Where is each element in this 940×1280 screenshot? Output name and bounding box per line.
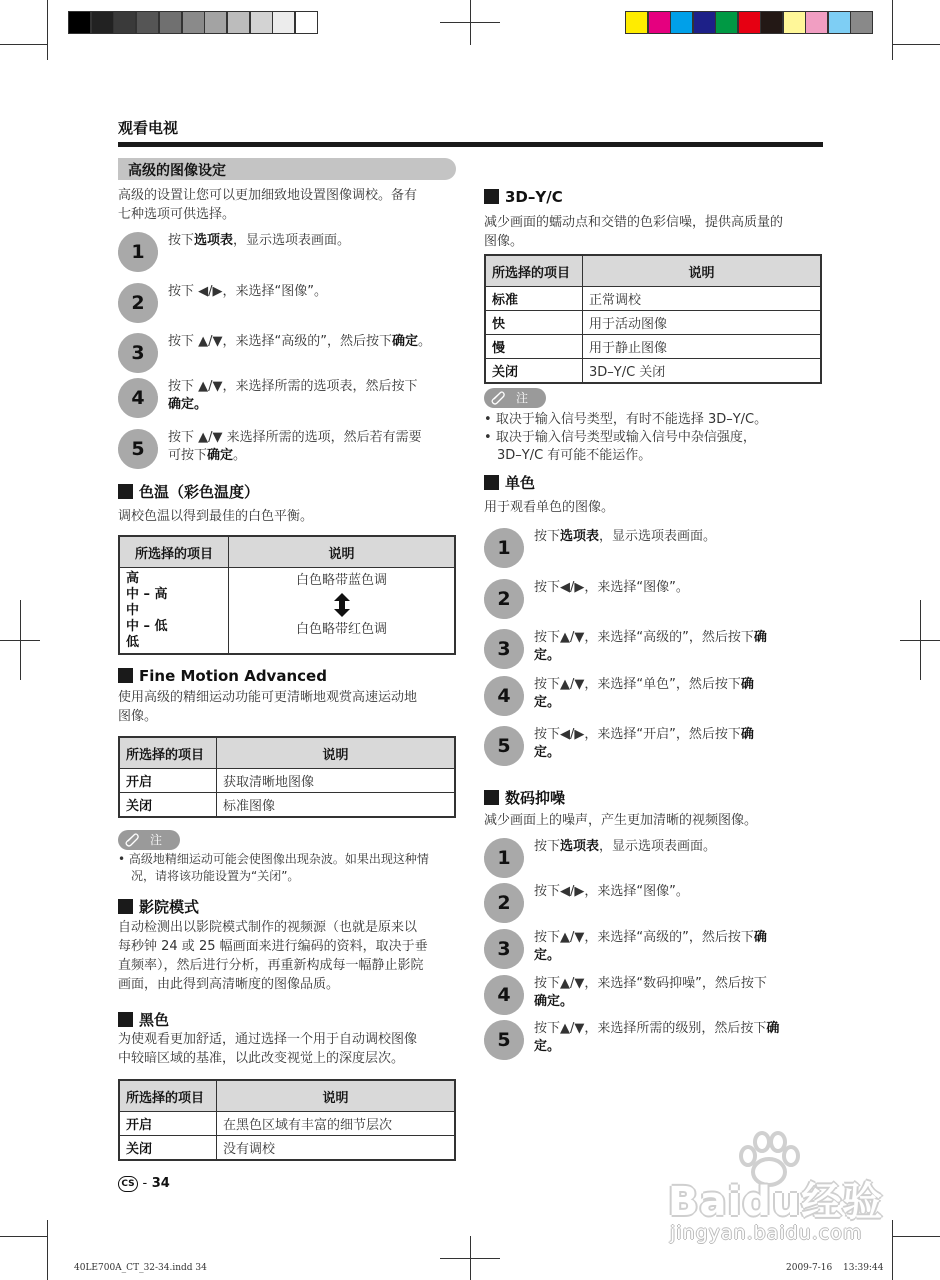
yc-notes: • 取决于输入信号类型，有时不能选择 3D–Y/C。 • 取决于输入信号类型或输入信号中杂信强度， 3D–Y/C 有可能不能运作。 bbox=[484, 412, 768, 463]
table-header: 所选择的项目 bbox=[119, 1080, 217, 1112]
fine-motion-table bbox=[118, 736, 456, 818]
mono-desc: 用于观看单色的图像。 bbox=[484, 500, 615, 515]
table-row: 快 用于活动图像 bbox=[485, 311, 821, 335]
table-row: 开启 获取清晰地图像 bbox=[119, 769, 455, 793]
fine-motion-desc: 使用高级的精细运动功能可更清晰地观赏高速运动地 图像。 bbox=[118, 690, 418, 724]
gray-swatch bbox=[182, 11, 205, 34]
color-swatch bbox=[738, 11, 761, 34]
step-text: 按下 ▲/▼，来选择所需的选项表，然后按下 确定。 bbox=[168, 379, 418, 412]
step-number: 4 bbox=[484, 975, 524, 1015]
fine-motion-note: • 高级地精细运动可能会使图像出现杂波。如果出现这种情 况，请将该功能设置为“关闭”。 bbox=[118, 852, 429, 883]
mono-step-5 bbox=[484, 726, 854, 766]
double-arrow-icon bbox=[235, 593, 448, 617]
color-swatch bbox=[783, 11, 806, 34]
yc-heading: 3D–Y/C bbox=[484, 188, 563, 206]
paperclip-icon bbox=[490, 390, 506, 412]
gray-swatch bbox=[204, 11, 227, 34]
step-number: 1 bbox=[484, 528, 524, 568]
section-square-icon bbox=[484, 475, 499, 490]
color-swatch bbox=[625, 11, 648, 34]
dnr-step-4 bbox=[484, 975, 854, 1015]
gray-swatch bbox=[136, 11, 159, 34]
watermark-logo: Baidu经验 bbox=[668, 1179, 884, 1225]
step-number: 4 bbox=[484, 676, 524, 716]
table-header: 所选择的项目 bbox=[119, 536, 229, 568]
color-swatch bbox=[828, 11, 851, 34]
table-row: 开启 在黑色区域有丰富的细节层次 bbox=[119, 1112, 455, 1136]
gray-swatch bbox=[227, 11, 250, 34]
table-row: 关闭 3D–Y/C 关闭 bbox=[485, 359, 821, 384]
step-text: 按下◀/▶，来选择“开启”，然后按下确 定。 bbox=[534, 727, 754, 760]
gray-swatch bbox=[159, 11, 182, 34]
dnr-desc: 减少画面上的噪声，产生更加清晰的视频图像。 bbox=[484, 813, 758, 828]
table-row: 关闭 标准图像 bbox=[119, 793, 455, 818]
table-header: 所选择的项目 bbox=[119, 737, 217, 769]
mono-step-4 bbox=[484, 676, 854, 716]
table-header: 所选择的项目 bbox=[485, 255, 583, 287]
gray-swatch bbox=[113, 11, 136, 34]
advanced-intro bbox=[118, 186, 463, 224]
advanced-intro-line: 七种选项可供选择。 bbox=[118, 207, 236, 222]
step-text: 按下▲/▼，来选择“高级的”，然后按下确 定。 bbox=[534, 930, 767, 963]
step-text: 按下◀/▶，来选择“图像”。 bbox=[534, 884, 689, 899]
step-text: 按下▲/▼，来选择“数码抑噪”，然后按下 确定。 bbox=[534, 976, 767, 1009]
footer-file: 40LE700A_CT_32-34.indd 34 bbox=[74, 1263, 207, 1273]
gray-swatch bbox=[68, 11, 91, 34]
advanced-step-5 bbox=[118, 429, 488, 469]
step-number: 2 bbox=[484, 883, 524, 923]
color-swatch bbox=[670, 11, 693, 34]
fine-motion-heading: Fine Motion Advanced bbox=[118, 667, 327, 685]
black-heading: 黑色 bbox=[118, 1009, 169, 1030]
note-badge: 注 bbox=[118, 830, 180, 850]
step-text: 按下选项表，显示选项表画面。 bbox=[534, 839, 717, 854]
yc-table bbox=[484, 254, 822, 384]
dnr-heading: 数码抑噪 bbox=[484, 787, 565, 808]
gray-swatch bbox=[250, 11, 273, 34]
section-square-icon bbox=[118, 1012, 133, 1027]
watermark-url: jingyan.baidu.com bbox=[670, 1222, 863, 1244]
section-square-icon bbox=[118, 484, 133, 499]
page-header-title: 观看电视 bbox=[118, 119, 179, 137]
dnr-step-3 bbox=[484, 929, 854, 969]
step-text: 按下选项表，显示选项表画面。 bbox=[168, 233, 351, 248]
advanced-picture-title: 高级的图像设定 bbox=[128, 163, 226, 179]
color-temp-top-desc: 白色略带蓝色调 bbox=[295, 573, 387, 588]
mono-step-2 bbox=[484, 579, 854, 619]
page-number: CS - 34 bbox=[118, 1176, 170, 1192]
color-temp-levels: 高 中 – 高 中 中 – 低 低 bbox=[119, 568, 229, 655]
color-swatch bbox=[760, 11, 783, 34]
black-table bbox=[118, 1079, 456, 1161]
table-row: 标准 正常调校 bbox=[485, 287, 821, 311]
step-text: 按下 ◀/▶，来选择“图像”。 bbox=[168, 284, 327, 299]
table-header: 说明 bbox=[583, 255, 822, 287]
step-text: 按下选项表，显示选项表画面。 bbox=[534, 529, 717, 544]
step-number: 5 bbox=[484, 726, 524, 766]
advanced-step-3 bbox=[118, 333, 488, 373]
color-temp-bottom-desc: 白色略带红色调 bbox=[295, 622, 387, 637]
dnr-step-1 bbox=[484, 838, 854, 878]
step-text: 按下◀/▶，来选择“图像”。 bbox=[534, 580, 689, 595]
color-swatch bbox=[715, 11, 738, 34]
step-number: 1 bbox=[118, 232, 158, 272]
advanced-step-1 bbox=[118, 232, 488, 272]
color-swatch bbox=[693, 11, 716, 34]
section-square-icon bbox=[484, 790, 499, 805]
color-swatch bbox=[850, 11, 873, 34]
yc-desc: 减少画面的蠕动点和交错的色彩信噪，提供高质量的 图像。 bbox=[484, 215, 784, 249]
dnr-step-5 bbox=[484, 1020, 854, 1060]
black-desc: 为使观看更加舒适，通过选择一个用于自动调校图像 中较暗区域的基准，以此改变视觉上的深度层次。 bbox=[118, 1032, 418, 1066]
color-temp-heading: 色温（彩色温度） bbox=[118, 481, 259, 502]
color-swatch bbox=[805, 11, 828, 34]
dnr-step-2 bbox=[484, 883, 854, 923]
step-text: 按下▲/▼，来选择“高级的”，然后按下确 定。 bbox=[534, 630, 767, 663]
footer-time: 13:39:44 bbox=[843, 1263, 884, 1273]
gray-swatch bbox=[272, 11, 295, 34]
step-number: 5 bbox=[118, 429, 158, 469]
color-temp-descriptions bbox=[229, 568, 456, 655]
baidu-watermark bbox=[668, 1130, 898, 1250]
note-badge: 注 bbox=[484, 388, 546, 408]
table-row: 关闭 没有调校 bbox=[119, 1136, 455, 1161]
section-square-icon bbox=[118, 668, 133, 683]
gray-swatch bbox=[295, 11, 318, 34]
step-number: 3 bbox=[484, 629, 524, 669]
table-header: 说明 bbox=[217, 737, 456, 769]
step-number: 3 bbox=[484, 929, 524, 969]
step-text: 按下▲/▼，来选择所需的级别，然后按下确 定。 bbox=[534, 1021, 780, 1054]
mono-heading: 单色 bbox=[484, 472, 535, 493]
step-text: 按下 ▲/▼，来选择“高级的”，然后按下确定。 bbox=[168, 334, 432, 349]
cinema-desc: 自动检测出以影院模式制作的视频源（也就是原来以 每秒钟 24 或 25 幅画面来进行编码的资料，取决于垂 直频率），然后进行分析，再重新构成每一幅静止影院 画面，由此得到高清晰度的图像品质。 bbox=[118, 920, 428, 992]
advanced-intro-line: 高级的设置让您可以更加细致地设置图像调校。备有 bbox=[118, 188, 418, 203]
step-text: 按下 ▲/▼ 来选择所需的选项，然后若有需要 可按下确定。 bbox=[168, 430, 422, 463]
gray-swatch bbox=[91, 11, 114, 34]
step-number: 2 bbox=[484, 579, 524, 619]
step-number: 5 bbox=[484, 1020, 524, 1060]
section-square-icon bbox=[118, 899, 133, 914]
advanced-step-2 bbox=[118, 283, 488, 323]
cs-badge: CS bbox=[118, 1176, 138, 1192]
step-number: 4 bbox=[118, 378, 158, 418]
cinema-heading: 影院模式 bbox=[118, 896, 199, 917]
mono-step-1 bbox=[484, 528, 854, 568]
step-text: 按下▲/▼，来选择“单色”，然后按下确 定。 bbox=[534, 677, 754, 710]
footer-date: 2009-7-16 bbox=[786, 1263, 833, 1273]
color-temp-table bbox=[118, 535, 456, 655]
advanced-picture-title-bar bbox=[118, 158, 456, 180]
table-header: 说明 bbox=[229, 536, 456, 568]
color-temp-desc: 调校色温以得到最佳的白色平衡。 bbox=[118, 509, 314, 524]
color-swatch bbox=[648, 11, 671, 34]
section-square-icon bbox=[484, 189, 499, 204]
step-number: 2 bbox=[118, 283, 158, 323]
step-number: 3 bbox=[118, 333, 158, 373]
header-rule bbox=[118, 142, 823, 147]
advanced-step-4 bbox=[118, 378, 488, 418]
step-number: 1 bbox=[484, 838, 524, 878]
mono-step-3 bbox=[484, 629, 854, 669]
table-row: 慢 用于静止图像 bbox=[485, 335, 821, 359]
table-header: 说明 bbox=[217, 1080, 456, 1112]
